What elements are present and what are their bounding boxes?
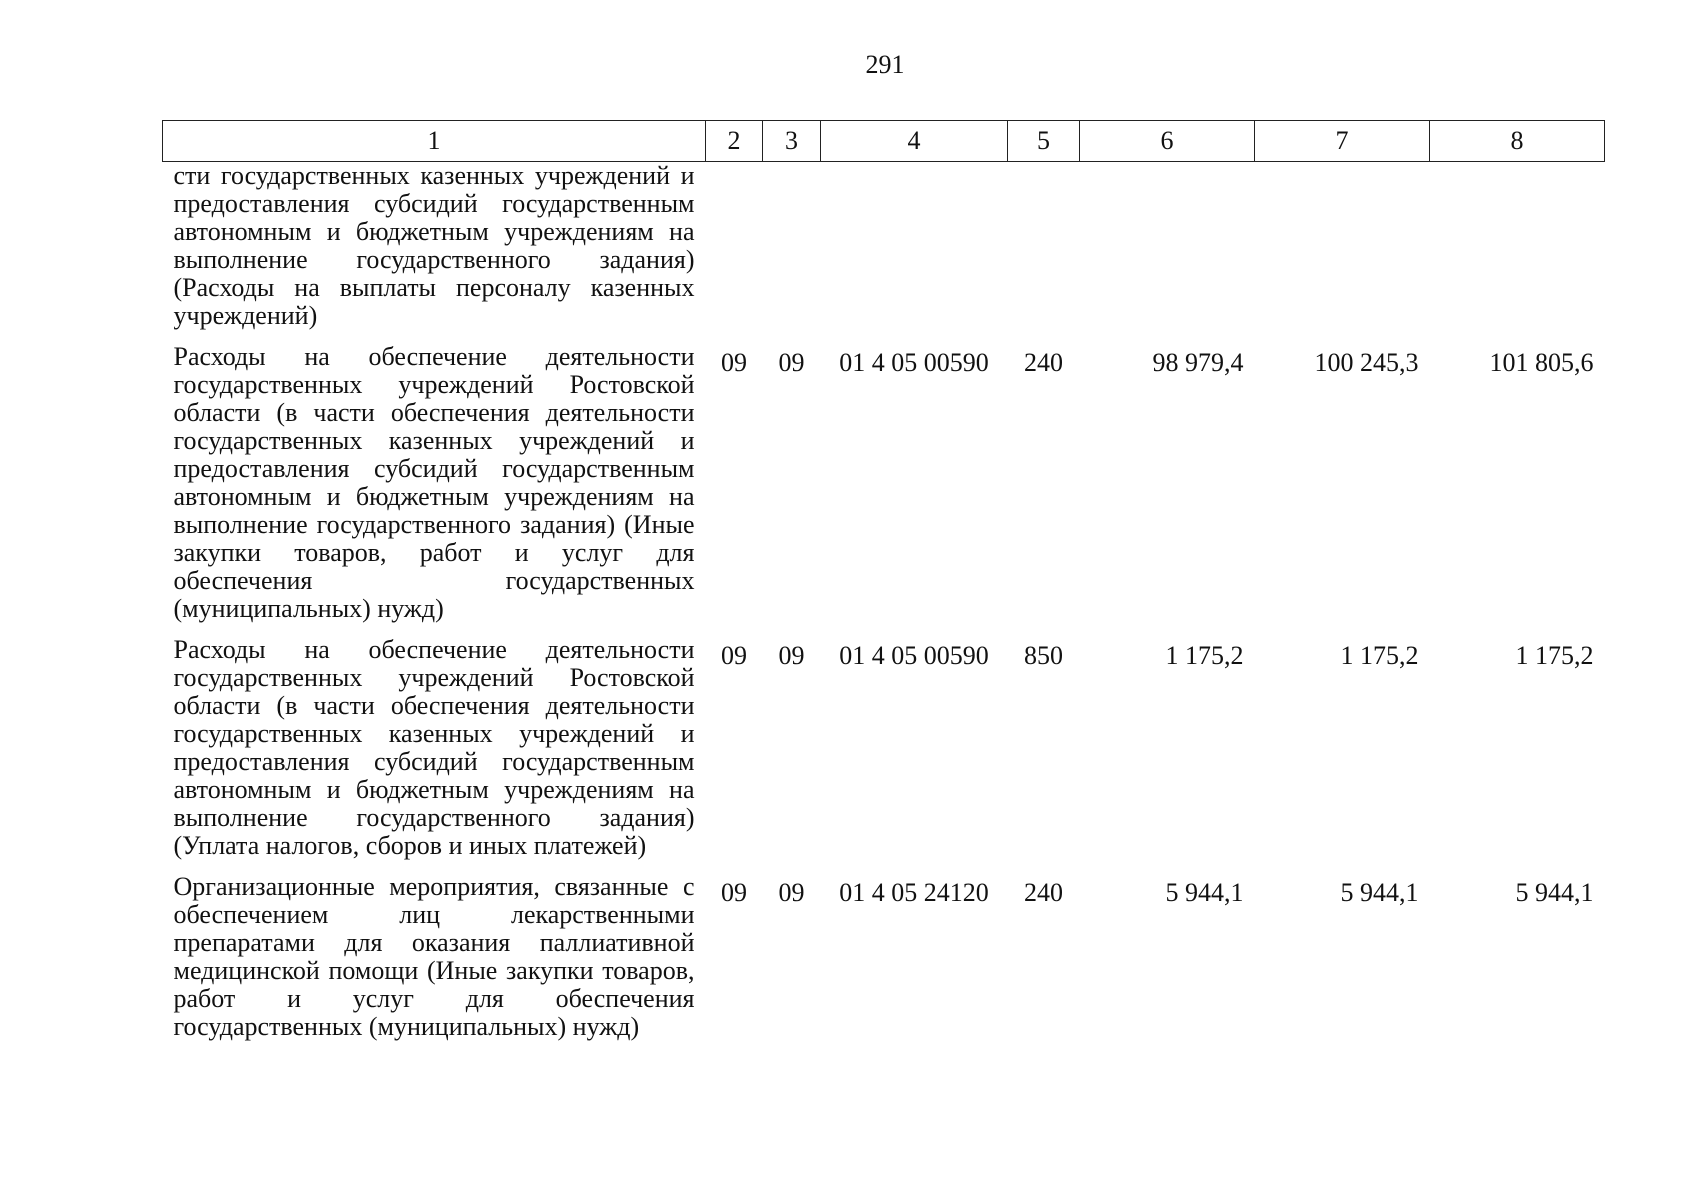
row-description: Организационные мероприятия, связанные с обеспечением лиц лекарственными препаратами для оказания паллиативной медицинской помощи (Иные закупки товаров, работ и услуг для обеспечения государственных (муниципальных) нужд) — [173, 872, 695, 1041]
row-amount-col6: 98 979,4 — [1152, 348, 1244, 377]
row-target-code: 01 4 05 00590 — [839, 348, 989, 377]
row-subsection: 09 — [778, 878, 805, 907]
table-row — [163, 341, 1605, 634]
row-amount-col7: 5 944,1 — [1340, 878, 1419, 907]
header-col-6: 6 — [1080, 121, 1255, 162]
row-amount-col6 — [1080, 162, 1255, 342]
row-description: сти государственных казенных учреждений и предоставления субсидий государственным автономным и бюджетным учреждениям на выполнение государственного задания) (Расходы на выплаты персоналу казенных учреждений) — [173, 161, 695, 330]
page-number: 291 — [865, 50, 905, 79]
row-section: 09 — [721, 641, 747, 670]
header-col-5: 5 — [1008, 121, 1080, 162]
header-col-2: 2 — [706, 121, 763, 162]
header-col-8: 8 — [1430, 121, 1605, 162]
row-amount-col8 — [1430, 162, 1605, 342]
row-section: 09 — [721, 348, 747, 377]
row-amount-col6: 5 944,1 — [1165, 878, 1244, 907]
row-amount-col8: 1 175,2 — [1515, 641, 1594, 670]
row-section: 09 — [721, 878, 747, 907]
row-description: Расходы на обеспечение деятельности государственных учреждений Ростовской области (в части обеспечения деятельности государственных казенных учреждений и предоставления субсидий государственным автономным и бюджетным учреждениям на выполнение государственного задания) (Иные закупки товаров, работ и услуг для обеспечения государственных (муниципальных) нужд) — [173, 342, 695, 623]
row-expense-type: 850 — [1024, 641, 1063, 670]
header-col-3: 3 — [763, 121, 821, 162]
table-row — [163, 634, 1605, 871]
row-section — [706, 162, 763, 342]
table-body — [163, 162, 1605, 1053]
row-amount-col8: 5 944,1 — [1515, 878, 1594, 907]
row-expense-type: 240 — [1024, 878, 1063, 907]
row-amount-col7: 1 175,2 — [1340, 641, 1419, 670]
row-target-code: 01 4 05 00590 — [839, 641, 989, 670]
table-header — [163, 121, 1605, 162]
row-description: Расходы на обеспечение деятельности государственных учреждений Ростовской области (в части обеспечения деятельности государственных казенных учреждений и предоставления субсидий государственным автономным и бюджетным учреждениям на выполнение государственного задания) (Уплата налогов, сборов и иных платежей) — [173, 635, 695, 860]
row-subsection — [763, 162, 821, 342]
row-amount-col7 — [1255, 162, 1430, 342]
header-col-1: 1 — [163, 121, 706, 162]
row-subsection: 09 — [778, 641, 805, 670]
row-target-code — [821, 162, 1008, 342]
row-amount-col8: 101 805,6 — [1489, 348, 1594, 377]
budget-table — [162, 120, 1605, 1052]
row-expense-type: 240 — [1024, 348, 1063, 377]
row-expense-type — [1008, 162, 1080, 342]
header-row — [163, 121, 1605, 162]
header-col-7: 7 — [1255, 121, 1430, 162]
table-row — [163, 871, 1605, 1052]
row-target-code: 01 4 05 24120 — [839, 878, 989, 907]
row-amount-col6: 1 175,2 — [1165, 641, 1244, 670]
header-col-4: 4 — [821, 121, 1008, 162]
table-row — [163, 162, 1605, 342]
row-amount-col7: 100 245,3 — [1314, 348, 1419, 377]
row-subsection: 09 — [778, 348, 805, 377]
